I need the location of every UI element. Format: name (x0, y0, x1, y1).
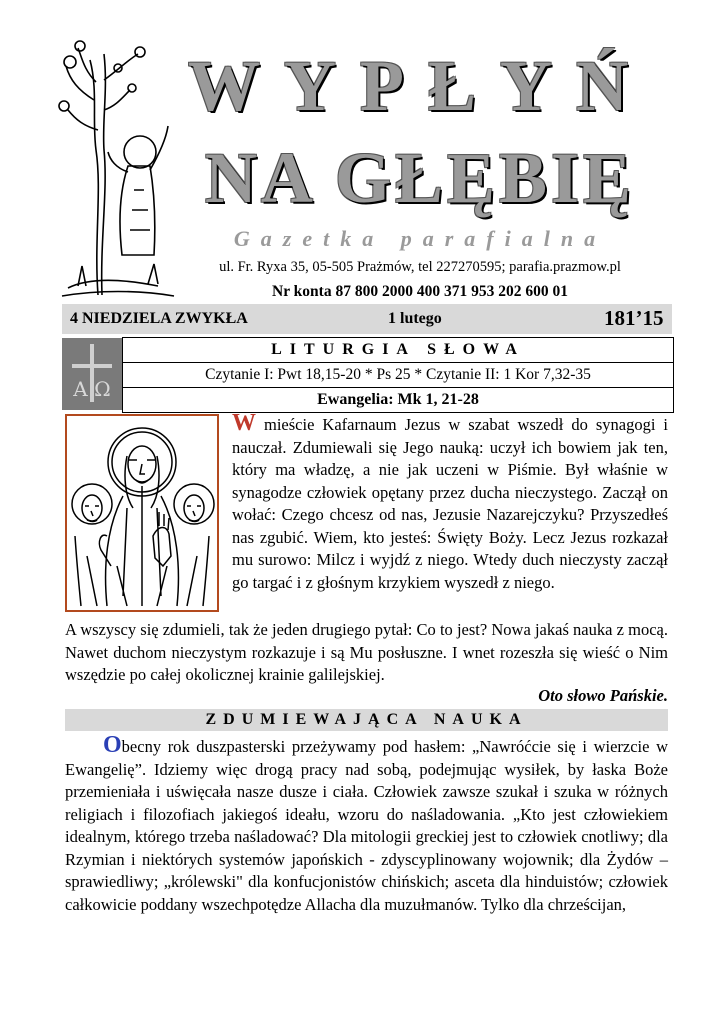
gospel-paragraph-1 (232, 412, 668, 594)
bank-account: Nr konta 87 800 2000 400 371 953 202 600 01 (272, 283, 568, 300)
drop-initial-w: W (232, 410, 256, 436)
masthead-subtitle: Gazetka parafialna (233, 226, 607, 251)
drop-initial-o: O (103, 732, 122, 758)
alpha-omega-letters: A Ω (73, 377, 111, 401)
article-text: becny rok duszpasterski przeżywamy pod hasłem: „Nawróćcie się i wierzcie w Ewangelię”. Idziemy więc drogą pracy nad sobą, podejmując wysiłek, by łaska Boże przemieniała i uświęcała nasze dusze i ciała. Człowiek zawsze szukał i szuka w różnych religiach i filozofiach jakiegoś ideału, wzoru do naśladowania. „Kto jest człowiekiem idealnym, którego trzeba naśladować? Dla mitologii greckiej jest to człowiek cnotliwy; dla Rzymian i niektórych systemów japońskich - zdyscyplinowany wojownik; dla Żydów – sprawiedliwy; „królewski" dla konfucjonistów chińskich; asceta dla hinduistów; człowiek całkowicie poddany wszechpotędze Allacha dla muzułmanów. Tylko dla chrześcijan, (65, 737, 668, 914)
issue-number: 181’15 (604, 306, 664, 330)
masthead-title-line2: NA GŁĘBIĘ (204, 138, 636, 218)
gospel-text-part1: mieście Kafarnaum Jezus w szabat wszedł do synagogi i nauczał. Zdumiewali się Jego nauką: uczył ich bowiem jak ten, który ma władzę, a nie jak uczeni w Piśmie. Był właśnie w synagodze człowiek opętany przez ducha nieczystego. Zaczął on wołać: Czego chcesz od nas, Jezusie Nazarejczyku? Przyszedłeś nas zgubić. Wiem, kto jesteś: Święty Boży. Lecz Jezus rozkazał mu surowo: Milcz i wyjdź z niego. Wtedy duch nieczysty zaczął go targać i z głośnym krzykiem wyszedł z niego. (232, 415, 668, 592)
gospel-closing: Oto słowo Pańskie. (538, 686, 668, 705)
liturgy-readings: Czytanie I: Pwt 18,15-20 * Ps 25 * Czytanie II: 1 Kor 7,32-35 (123, 363, 673, 388)
sunday-name: 4 NIEDZIELA ZWYKŁA (70, 310, 248, 327)
christ-teaching-image (65, 414, 219, 612)
article-paragraph (65, 734, 668, 916)
issue-date: 1 lutego (388, 310, 442, 327)
liturgy-gospel: Ewangelia: Mk 1, 21-28 (317, 391, 479, 408)
liturgy-box (122, 337, 674, 413)
masthead-title-line1: WYPŁYŃ (188, 46, 652, 126)
saint-tree-illustration (58, 40, 178, 300)
liturgy-header: LITURGIA SŁOWA (123, 338, 673, 363)
alpha-omega-cross-icon (62, 338, 122, 410)
section-title: ZDUMIEWAJĄCA NAUKA (65, 709, 668, 731)
parish-address: ul. Fr. Ryxa 35, 05-505 Prażmów, tel 227270595; parafia.prazmow.pl (219, 259, 621, 275)
gospel-paragraph-2: A wszyscy się zdumieli, tak że jeden drugiego pytał: Co to jest? Nowa jakaś nauka z mocą. Nawet duchom nieczystym rozkazuje i są Mu posłuszne. I wnet rozeszła się wieść o Nim wszędzie po całej okolicznej krainie galilejskiej. (65, 620, 668, 684)
